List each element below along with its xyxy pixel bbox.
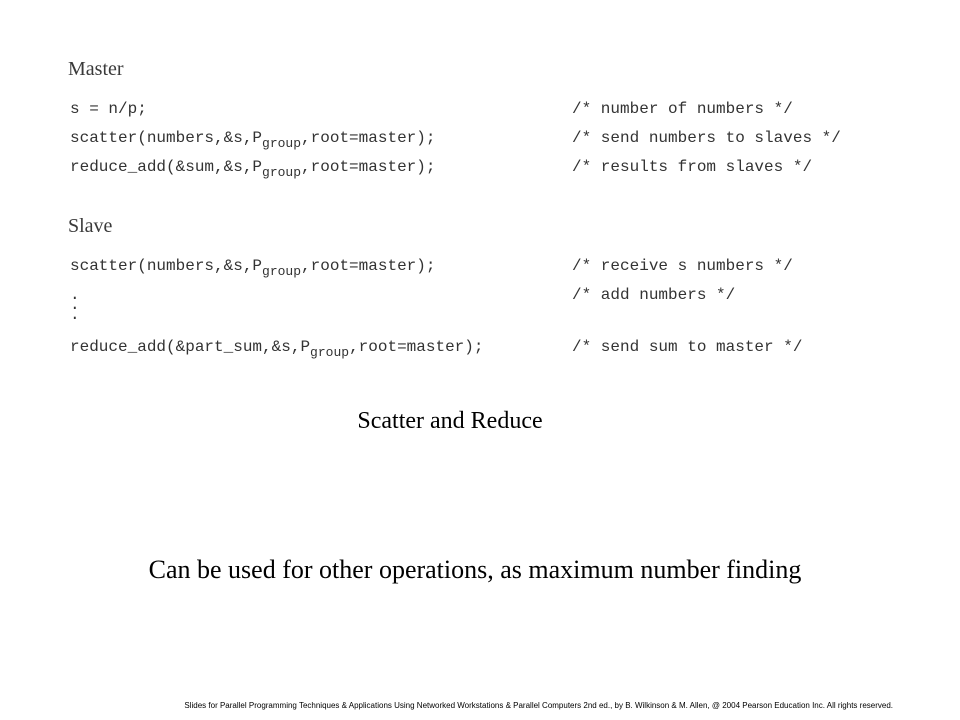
slide-note: Can be used for other operations, as maximum number finding <box>148 555 802 584</box>
code-ellipsis: . . . <box>70 286 80 324</box>
copyright-footer: Slides for Parallel Programming Techniques & Applications Using Networked Workstations & Parallel Computers 2nd ed., by B. Wilkinson & M. Allen, @ 2004 Pearson Education Inc. All rights reserved. <box>184 701 893 710</box>
slave-code-line <box>70 257 890 281</box>
master-code-line <box>70 129 890 153</box>
master-heading: Master <box>68 58 124 80</box>
slave-code-line <box>70 338 890 362</box>
code-comment: /* number of numbers */ <box>572 100 793 118</box>
code-statement: $reduce\_add(\&part\_sum,\&s,P_{group},root=master)$; <box>70 338 484 360</box>
code-statement: $reduce\_add(\&sum,\&s,P_{group},root=master)$; <box>70 158 436 180</box>
code-comment: /* results from slaves */ <box>572 158 813 176</box>
code-statement: $scatter(numbers,\&s,P_{group},root=master)$; <box>70 129 436 151</box>
slave-code-line <box>70 286 890 310</box>
code-comment: /* add numbers */ <box>572 286 736 304</box>
code-statement: s = n/p; <box>70 100 147 118</box>
code-comment: /* send numbers to slaves */ <box>572 129 841 147</box>
slave-heading: Slave <box>68 215 113 237</box>
master-code-line <box>70 158 890 182</box>
code-comment: /* send sum to master */ <box>572 338 803 356</box>
code-comment: /* receive s numbers */ <box>572 257 793 275</box>
figure-caption: Scatter and Reduce <box>357 408 543 434</box>
code-statement: $scatter(numbers,\&s,P_{group},root=master)$; <box>70 257 436 279</box>
master-code-line <box>70 100 890 124</box>
